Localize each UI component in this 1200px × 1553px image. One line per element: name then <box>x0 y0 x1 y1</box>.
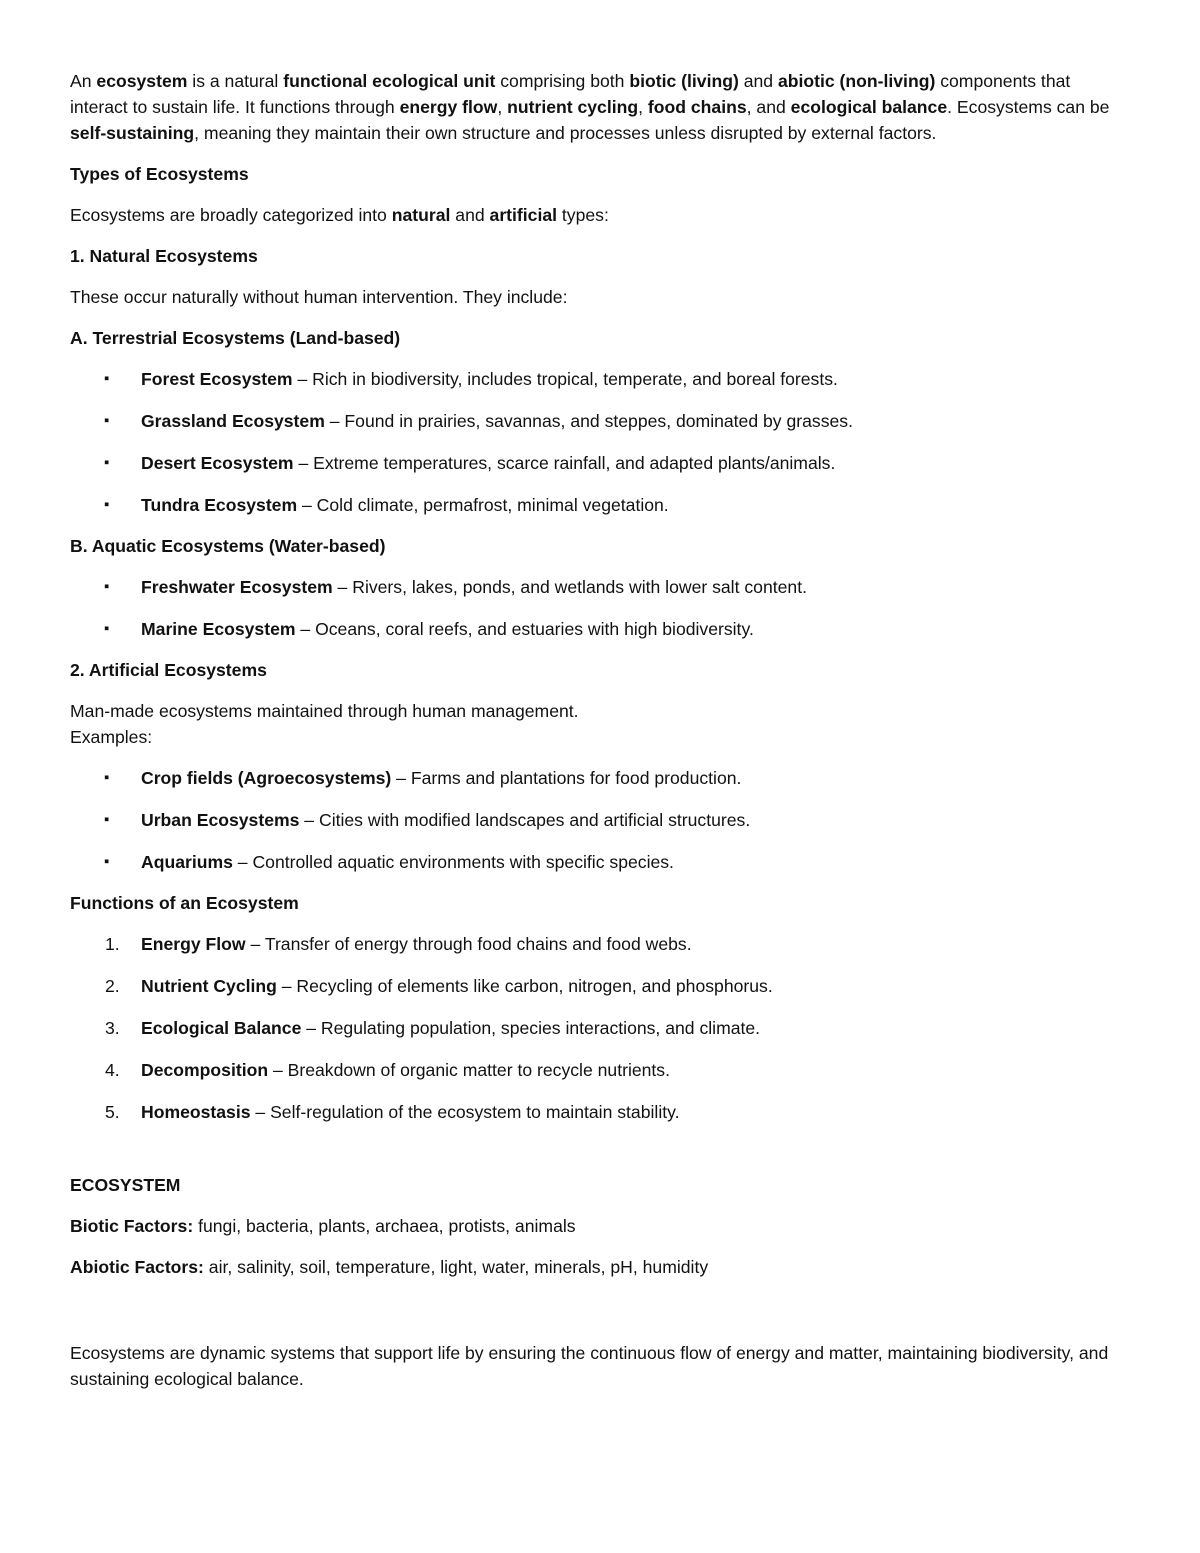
bullet-icon: ▪ <box>104 496 110 513</box>
list-item: ▪ Grassland Ecosystem – Found in prairies, savannas, and steppes, dominated by grasses. <box>70 408 1130 434</box>
artificial-intro: Man-made ecosystems maintained through human management. Examples: <box>70 701 579 747</box>
list-item: 4. Decomposition – Breakdown of organic matter to recycle nutrients. <box>70 1057 1130 1083</box>
abiotic-factors: Abiotic Factors: air, salinity, soil, temperature, light, water, minerals, pH, humidity <box>70 1257 709 1277</box>
list-item: 5. Homeostasis – Self-regulation of the ecosystem to maintain stability. <box>70 1099 1130 1125</box>
conclusion-paragraph: Ecosystems are dynamic systems that support life by ensuring the continuous flow of energy and matter, maintaining biodiversity, and sustaining ecological balance. <box>70 1343 1109 1389</box>
list-item: ▪ Tundra Ecosystem – Cold climate, permafrost, minimal vegetation. <box>70 492 1130 518</box>
list-item: 2. Nutrient Cycling – Recycling of elements like carbon, nitrogen, and phosphorus. <box>70 973 1130 999</box>
bullet-icon: ▪ <box>104 454 110 471</box>
bullet-icon: ▪ <box>104 370 110 387</box>
artificial-list <box>70 765 1130 875</box>
list-item: 3. Ecological Balance – Regulating population, species interactions, and climate. <box>70 1015 1130 1041</box>
list-item: ▪ Urban Ecosystems – Cities with modified landscapes and artificial structures. <box>70 807 1130 833</box>
functions-heading: Functions of an Ecosystem <box>70 893 299 913</box>
terrestrial-heading: A. Terrestrial Ecosystems (Land-based) <box>70 328 401 348</box>
artificial-heading: 2. Artificial Ecosystems <box>70 660 267 680</box>
natural-heading: 1. Natural Ecosystems <box>70 246 258 266</box>
list-number: 4. <box>105 1060 120 1080</box>
spacer <box>70 1140 1130 1172</box>
ecosystem-heading: ECOSYSTEM <box>70 1175 181 1195</box>
list-item: ▪ Marine Ecosystem – Oceans, coral reefs, and estuaries with high biodiversity. <box>70 616 1130 642</box>
list-item: ▪ Freshwater Ecosystem – Rivers, lakes, ponds, and wetlands with lower salt content. <box>70 574 1130 600</box>
bullet-icon: ▪ <box>104 811 110 828</box>
bullet-icon: ▪ <box>104 769 110 786</box>
bullet-icon: ▪ <box>104 853 110 870</box>
bullet-icon: ▪ <box>104 412 110 429</box>
types-heading: Types of Ecosystems <box>70 164 249 184</box>
list-number: 2. <box>105 976 120 996</box>
list-item: 1. Energy Flow – Transfer of energy through food chains and food webs. <box>70 931 1130 957</box>
biotic-factors: Biotic Factors: fungi, bacteria, plants, archaea, protists, animals <box>70 1216 576 1236</box>
list-item: ▪ Desert Ecosystem – Extreme temperatures, scarce rainfall, and adapted plants/animals. <box>70 450 1130 476</box>
list-number: 3. <box>105 1018 120 1038</box>
aquatic-list <box>70 574 1130 642</box>
aquatic-heading: B. Aquatic Ecosystems (Water-based) <box>70 536 386 556</box>
natural-intro: These occur naturally without human intervention. They include: <box>70 287 568 307</box>
intro-paragraph: An ecosystem is a natural functional ecological unit comprising both biotic (living) and abiotic (non-living) components that interact to sustain life. It functions through energy flow, nutrient cycling, food chains, and ecological balance. Ecosystems can be self-sustaining, meaning they maintain their own structure and processes unless disrupted by external factors. <box>70 71 1110 143</box>
bullet-icon: ▪ <box>104 620 110 637</box>
list-number: 1. <box>105 934 120 954</box>
types-intro: Ecosystems are broadly categorized into natural and artificial types: <box>70 205 609 225</box>
bullet-icon: ▪ <box>104 578 110 595</box>
terrestrial-list <box>70 366 1130 518</box>
list-item: ▪ Crop fields (Agroecosystems) – Farms and plantations for food production. <box>70 765 1130 791</box>
spacer <box>70 1295 1130 1340</box>
list-item: ▪ Forest Ecosystem – Rich in biodiversity, includes tropical, temperate, and boreal forests. <box>70 366 1130 392</box>
list-number: 5. <box>105 1102 120 1122</box>
list-item: ▪ Aquariums – Controlled aquatic environments with specific species. <box>70 849 1130 875</box>
functions-list <box>70 931 1130 1125</box>
